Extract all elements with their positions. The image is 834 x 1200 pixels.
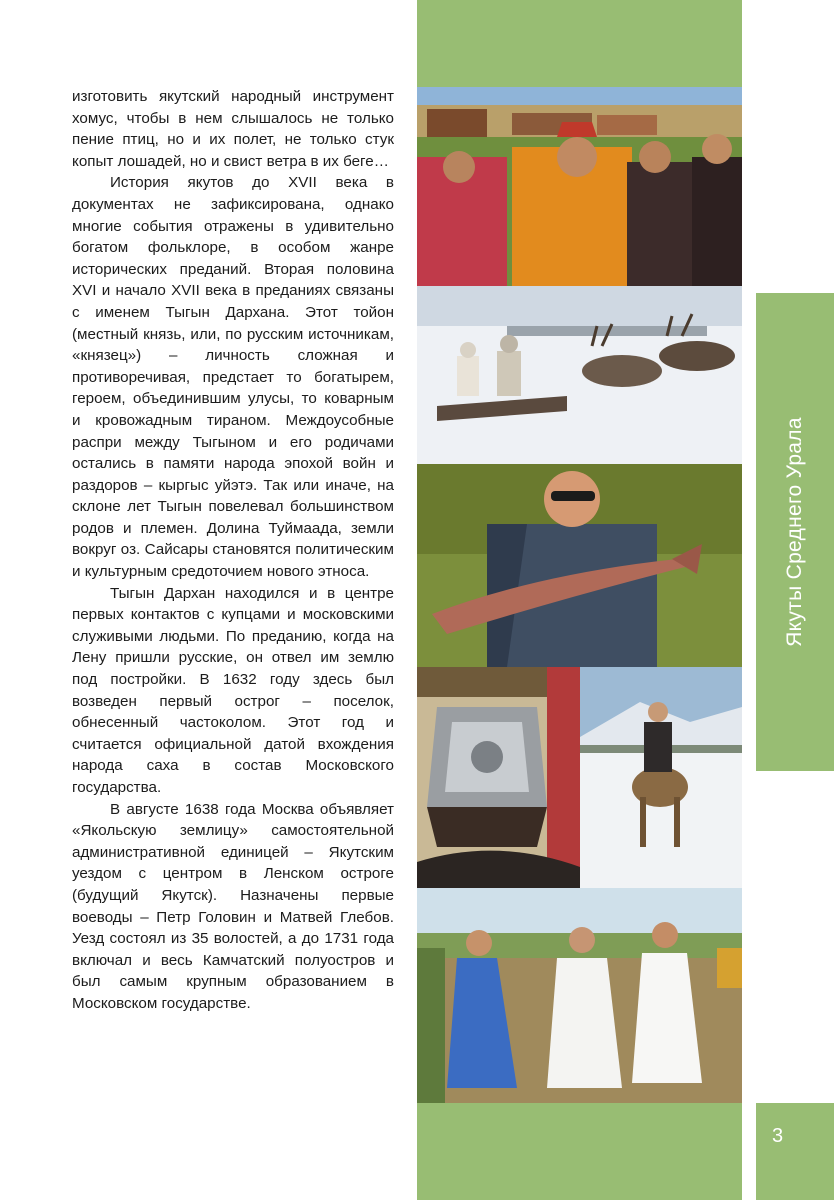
- paragraph-1: изготовить якутский народный инструмент хомус, чтобы в нем слышалось не только пение птиц, но и их полет, не только стук копыт лошадей, но и свист ветра в их беге…: [72, 88, 394, 170]
- photo-festival-dancers: [417, 888, 742, 1103]
- bottom-green-band: [417, 1103, 742, 1200]
- section-title: Якуты Среднего Урала: [783, 417, 806, 647]
- photo-man-with-fish: [417, 464, 742, 667]
- photo-elders-khomus: [417, 87, 742, 286]
- article-text: [72, 86, 394, 1015]
- page-number: 3: [772, 1125, 784, 1147]
- top-green-band: [417, 0, 742, 87]
- photo-silver-ornament: [417, 667, 580, 888]
- paragraph-2: История якутов до XVII века в документах не зафиксирована, однако многие события отражены в удивительно богатом фольклоре, в особом жанре исторических преданий. Вторая половина XVI и начало XVII века в преданиях связаны с именем Тыгын Дархана. Этот тойон (местный князь, или, по русским источникам, «князец») – личность сложная и противоречивая, предстает то богатырем, героем, объединившим улусы, то коварным и кровожадным тираном. Междоусобные распри между Тыгыном и его родичами остались в памяти народа эпохой войн и раздоров – кыргыс уйэтэ. Так или иначе, на склоне лет Тыгын повелевал большинством родов и племен. Долина Туймаада, земли вокруг оз. Сайсары становятся политическим и культурным средоточием нового этноса.: [72, 174, 394, 581]
- photo-reindeer-sledge: [417, 286, 742, 464]
- page-number-tab: [756, 1103, 834, 1200]
- paragraph-3: Тыгын Дархан находился и в центре первых контактов с купцами и московскими служивыми людьми. По преданию, когда на Лену пришли русские, он отвел им землю под постройки. В 1632 году здесь был возведен первый острог – поселок, обнесенный частоколом. Этот год и считается официальной датой вхождения народа саха в состав Московского государства.: [72, 584, 394, 796]
- section-tab: [756, 293, 834, 771]
- photo-horse-rider-snow: [580, 667, 742, 888]
- paragraph-4: В августе 1638 года Москва объявляет «Якольскую землицу» самостоятельной административной единицей – Якутским уездом с центром в Ленском остроге (будущий Якутск). Назначены первые воеводы – Петр Головин и Матвей Глебов. Уезд состоял из 35 волостей, а до 1731 года включал и весь Камчатский полуостров и был самым крупным образованием в Московском государстве.: [72, 800, 394, 1012]
